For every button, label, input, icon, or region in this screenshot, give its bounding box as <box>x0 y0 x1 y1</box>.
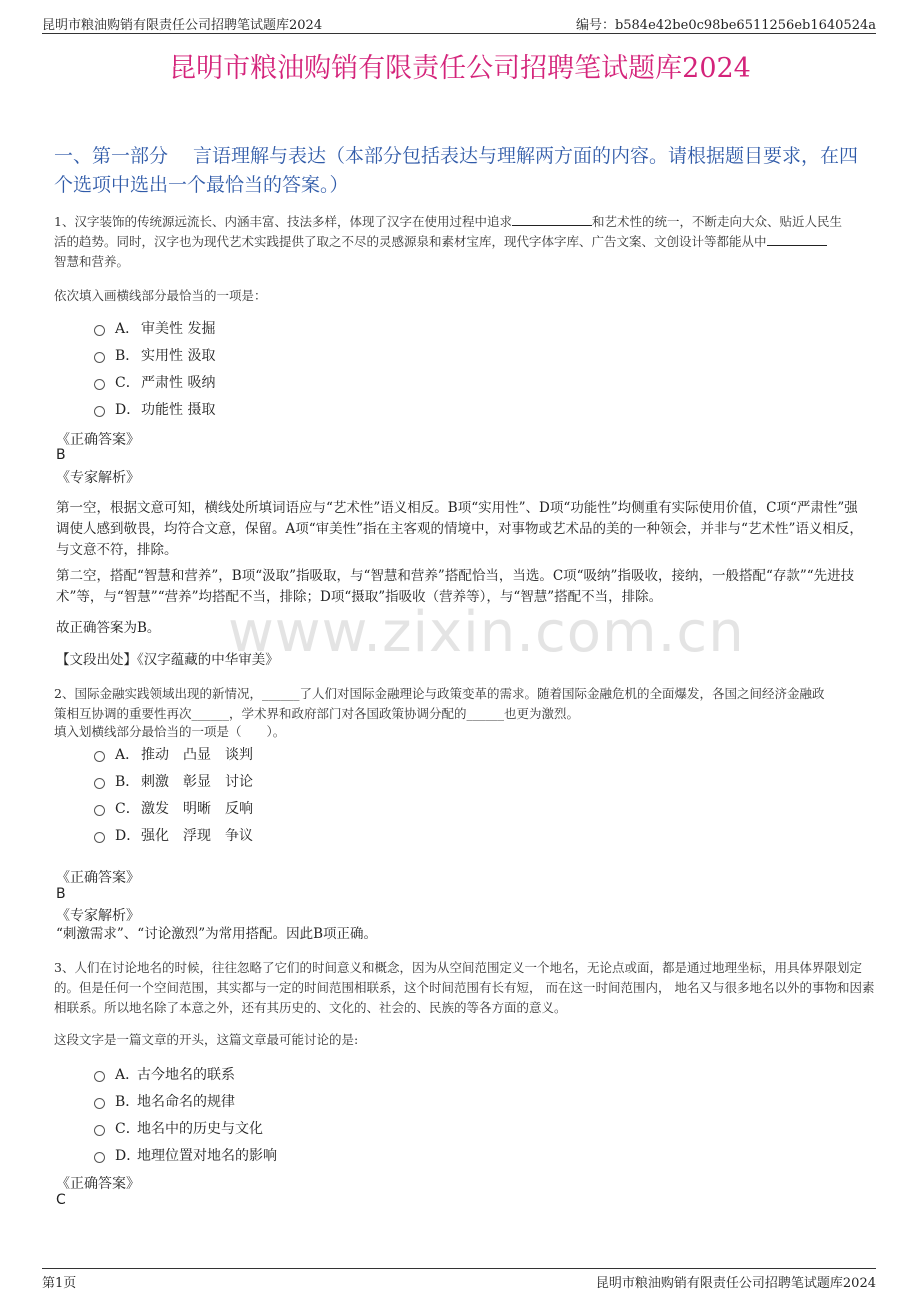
footer-divider <box>42 1268 876 1269</box>
option-text: 刺激 彰显 讨论 <box>141 774 253 790</box>
q3-option-c[interactable] <box>94 1118 263 1138</box>
q2-line-1: 2、国际金融实践领域出现的新情况，______了人们对国际金融理论与政策变革的需求。随着国际金融危机的全面爆发，各国之间经济金融政 <box>54 686 825 701</box>
radio-icon[interactable] <box>94 1125 105 1136</box>
q3-answer: C <box>56 1192 66 1208</box>
footer-right-text: 昆明市粮油购销有限责任公司招聘笔试题库2024 <box>595 1276 876 1291</box>
option-text: 推动 凸显 谈判 <box>141 747 253 763</box>
q2-analysis-label: 《专家解析》 <box>56 908 140 924</box>
option-letter: C． <box>115 801 140 817</box>
radio-icon[interactable] <box>94 1071 105 1082</box>
q3-option-a[interactable] <box>94 1064 235 1084</box>
q3-answer-label: 《正确答案》 <box>56 1176 140 1192</box>
option-text: 地名中的历史与文化 <box>137 1121 263 1137</box>
q1-answer-label: 《正确答案》 <box>56 432 140 448</box>
radio-icon[interactable] <box>94 805 105 816</box>
q1-text-part4: 智慧和营养。 <box>54 254 130 269</box>
q1-option-b[interactable] <box>94 345 215 365</box>
q3-prompt: 这段文字是一篇文章的开头，这篇文章最可能讨论的是: <box>54 1032 359 1047</box>
q1-prompt: 依次填入画横线部分最恰当的一项是： <box>54 288 267 303</box>
radio-icon[interactable] <box>94 325 105 336</box>
q1-text-part1: 1、汉字装饰的传统源远流长、内涵丰富、技法多样，体现了汉字在使用过程中追求 <box>54 214 512 229</box>
option-letter: B． <box>115 348 140 364</box>
q2-answer-label: 《正确答案》 <box>56 870 140 886</box>
radio-icon[interactable] <box>94 406 105 417</box>
watermark: www.zixin.com.cn <box>228 600 745 665</box>
option-letter: A． <box>115 1067 140 1083</box>
option-letter: A． <box>115 747 140 763</box>
q2-option-c[interactable] <box>94 798 253 818</box>
q1-answer: B <box>56 447 66 463</box>
document-id: 编号：b584e42be0c98be6511256eb1640524a <box>575 18 876 33</box>
q1-analysis-paragraph-1: 第一空，根据文意可知，横线处所填词语应与“艺术性”语义相反。B项“实用性”、D项“功能性”均侧重有实际使用价值，C项“严肃性”强调使人感到敬畏，均符合文意，保留。A项“审美性”指在主客观的情境中，对事物或艺术品的美的一种领会，并非与“艺术性”语义相反，与文意不符，排除。 <box>56 500 863 558</box>
section-heading: 一、第一部分 言语理解与表达（本部分包括表达与理解两方面的内容。请根据题目要求，在四个选项中选出一个最恰当的答案。） <box>54 145 859 196</box>
q2-option-b[interactable] <box>94 771 253 791</box>
option-letter: B． <box>115 1094 140 1110</box>
option-text: 强化 浮现 争议 <box>141 828 253 844</box>
option-text: 地理位置对地名的影响 <box>137 1148 277 1164</box>
q3-option-b[interactable] <box>94 1091 235 1111</box>
q1-text-part2: 和艺术性的统一，不断走向大众、贴近人民生 <box>591 214 842 229</box>
q1-text-part3: 活的趋势。同时，汉字也为现代艺术实践提供了取之不尽的灵感源泉和素材宝库，现代字体字库、广告文案、文创设计等都能从中 <box>54 234 767 249</box>
radio-icon[interactable] <box>94 1098 105 1109</box>
option-letter: B． <box>115 774 140 790</box>
option-text: 地名命名的规律 <box>137 1094 235 1110</box>
option-letter: D． <box>115 828 141 844</box>
header-left-text: 昆明市粮油购销有限责任公司招聘笔试题库2024 <box>42 18 323 33</box>
radio-icon[interactable] <box>94 778 105 789</box>
q1-analysis-paragraph-2: 第二空，搭配“智慧和营养”，B项“汲取”指吸取，与“智慧和营养”搭配恰当，当选。C项“吸纳”指吸收，接纳，一般搭配“存款”“先进技术”等，与“智慧”“营养”均搭配不当，排除；D项“摄取”指吸收（营养等），与“智慧”搭配不当，排除。 <box>56 568 855 605</box>
q1-blank-2 <box>767 233 827 246</box>
q2-option-a[interactable] <box>94 744 253 764</box>
q2-answer: B <box>56 886 66 902</box>
q1-option-d[interactable] <box>94 399 215 419</box>
option-text: 审美性 发掘 <box>141 321 216 337</box>
radio-icon[interactable] <box>94 751 105 762</box>
option-text: 严肃性 吸纳 <box>141 375 216 391</box>
option-text: 功能性 摄取 <box>141 402 216 418</box>
option-letter: C． <box>115 375 140 391</box>
q3-option-d[interactable] <box>94 1145 277 1165</box>
option-letter: D． <box>115 1148 141 1164</box>
q2-option-d[interactable] <box>94 825 253 845</box>
q1-option-a[interactable] <box>94 318 215 338</box>
q2-line-2: 策相互协调的重要性再次______，学术界和政府部门对各国政策协调分配的______也更为激烈。 <box>54 706 580 721</box>
radio-icon[interactable] <box>94 1152 105 1163</box>
option-text: 实用性 汲取 <box>141 348 216 364</box>
q1-analysis-label: 《专家解析》 <box>56 470 140 486</box>
option-letter: D． <box>115 402 141 418</box>
header-divider <box>42 33 876 34</box>
page-title: 昆明市粮油购销有限责任公司招聘笔试题库2024 <box>169 53 751 84</box>
option-text: 古今地名的联系 <box>137 1067 235 1083</box>
q2-analysis: “刺激需求”、“讨论激烈”为常用搭配。因此B项正确。 <box>56 926 378 942</box>
option-letter: A． <box>115 321 140 337</box>
q1-option-c[interactable] <box>94 372 215 392</box>
q2-prompt: 填入划横线部分最恰当的一项是（ ）。 <box>54 724 286 739</box>
question-3-text: 3、人们在讨论地名的时候，往往忽略了它们的时间意义和概念，因为从空间范围定义一个地名，无论点或面，都是通过地理坐标，用具体界限划定的。但是任何一个空间范围，其实都与一定的时间范围相联系，这个时间范围有长有短， 而在这一时间范围内， 地名又与很多地名以外的事物和因素相联系。所以地名除了本意之外，还有其历史的、文化的、社会的、民族的等各方面的意义。 <box>54 960 875 1015</box>
radio-icon[interactable] <box>94 379 105 390</box>
q1-conclusion: 故正确答案为B。 <box>56 620 161 636</box>
option-text: 激发 明晰 反响 <box>141 801 253 817</box>
radio-icon[interactable] <box>94 352 105 363</box>
question-2-text <box>54 684 876 724</box>
q1-source: 【文段出处】《汉字蕴藏的中华审美》 <box>56 652 279 668</box>
q1-blank-1 <box>512 213 592 226</box>
page-number: 第1页 <box>42 1276 77 1291</box>
option-letter: C． <box>115 1121 140 1137</box>
radio-icon[interactable] <box>94 832 105 843</box>
question-1-text <box>54 212 874 272</box>
